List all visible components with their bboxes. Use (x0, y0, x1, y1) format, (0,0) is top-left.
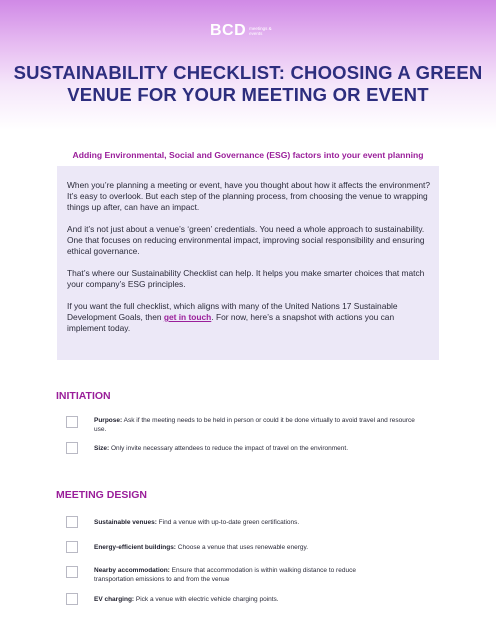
logo-mark: BCD (210, 22, 247, 39)
intro-paragraph-1: When you’re planning a meeting or event, have you thought about how it affects the environment? It’s easy to overlook. But each step of the planning process, from choosing the venue to wrapping things up after, can have an impact. (67, 180, 430, 212)
checklist-item (66, 566, 364, 584)
checklist-item (66, 541, 424, 553)
item-text (94, 516, 424, 527)
item-description: Ask if the meeting needs to be held in person or could it be done virtually to avoid travel and resource use. (94, 417, 415, 433)
item-text (94, 593, 424, 604)
page-subtitle: Adding Environmental, Social and Governance (ESG) factors into your event planning (72, 150, 424, 160)
item-label: EV charging: (94, 596, 135, 603)
item-text (94, 416, 424, 434)
checkbox[interactable] (66, 442, 78, 454)
item-description: Find a venue with up-to-date green certifications. (156, 519, 300, 526)
checklist-item (66, 442, 424, 454)
item-text (94, 541, 424, 552)
checkbox[interactable] (66, 416, 78, 428)
get-in-touch-link[interactable]: get in touch (163, 312, 212, 322)
item-label: Nearby accommodation: (94, 567, 170, 574)
intro-paragraph-4 (67, 301, 431, 334)
item-description: Ensure that accommodation is within walking distance to reduce transportation emissions to and from the venue (94, 567, 356, 583)
intro-paragraph-3: That’s where our Sustainability Checklist can help. It helps you make smarter choices that match your company’s ESG principles. (67, 268, 425, 289)
item-label: Energy-efficient buildings: (94, 544, 176, 551)
checklist-item (66, 416, 424, 434)
item-label: Sustainable venues: (94, 519, 157, 526)
intro-p4-before: If you want the full checklist, which aligns with many of the United Nations 17 Sustainable Development Goals, then (67, 301, 398, 322)
item-description: Pick a venue with electric vehicle charging points. (134, 596, 279, 603)
logo-tagline: meetings & events (249, 26, 272, 36)
page-title: SUSTAINABILITY CHECKLIST: CHOOSING A GREEN VENUE FOR YOUR MEETING OR EVENT (13, 62, 483, 105)
checkbox[interactable] (66, 516, 78, 528)
checkbox[interactable] (66, 541, 78, 553)
section-title-meeting-design: MEETING DESIGN (56, 489, 148, 501)
item-text (94, 442, 424, 453)
checklist-item (66, 516, 424, 528)
logo (210, 22, 279, 40)
item-description: Only invite necessary attendees to reduce the impact of travel on the environment. (109, 445, 348, 452)
intro-paragraph-2: And it’s not just about a venue’s ‘green’ credentials. You need a whole approach to sustainability. One that focuses on reducing environmental impact, improving social responsibility and ensuring ethical governance. (67, 224, 425, 256)
intro-p4-after: . For now, here’s a snapshot with actions you can implement today. (67, 312, 395, 333)
intro-box (57, 166, 439, 360)
item-label: Size: (94, 445, 110, 452)
checkbox[interactable] (66, 593, 78, 605)
checklist-item (66, 593, 424, 605)
item-label: Purpose: (94, 417, 123, 424)
section-title-initiation: INITIATION (56, 390, 111, 402)
item-text (94, 566, 364, 584)
item-description: Choose a venue that uses renewable energy. (175, 544, 309, 551)
checkbox[interactable] (66, 566, 78, 578)
